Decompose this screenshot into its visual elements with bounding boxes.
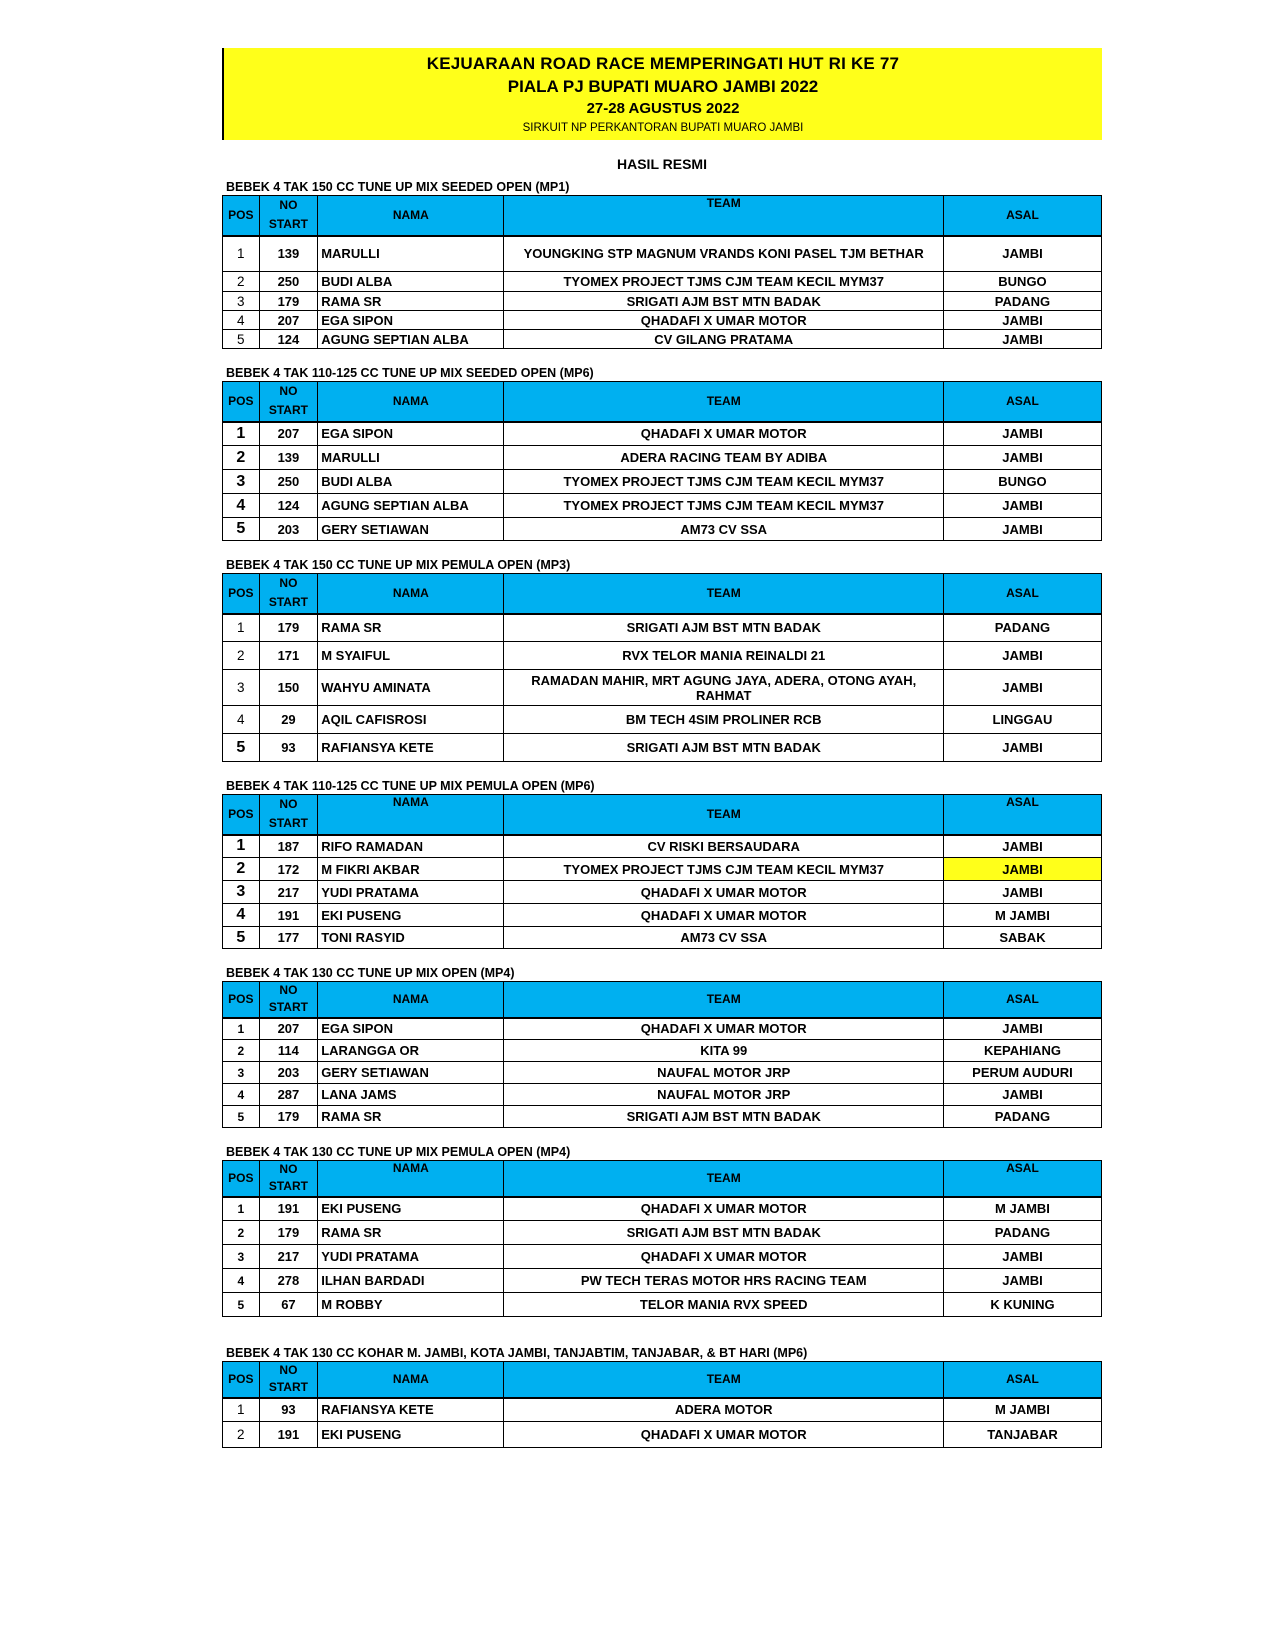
cell-rider-name: EKI PUSENG — [318, 904, 504, 927]
cell-pos: 2 — [223, 272, 260, 292]
cell-pos: 2 — [223, 446, 260, 470]
cell-rider-name: MARULLI — [318, 236, 504, 272]
table-row — [223, 518, 1102, 541]
cell-pos: 4 — [223, 706, 260, 734]
cell-origin: M JAMBI — [943, 1197, 1101, 1221]
cell-pos: 5 — [223, 927, 260, 949]
table-row — [223, 1293, 1102, 1317]
col-header-start: START — [268, 1000, 308, 1015]
col-header-pos: POS — [223, 574, 260, 614]
cell-team: CV RISKI BERSAUDARA — [504, 835, 944, 858]
cell-origin: PADANG — [943, 1106, 1101, 1128]
col-header-pos: POS — [223, 1362, 260, 1398]
cell-team: RAMADAN MAHIR, MRT AGUNG JAYA, ADERA, OTONG AYAH, RAHMAT — [504, 670, 944, 706]
results-table — [222, 1361, 1102, 1448]
col-header-start: START — [268, 217, 308, 232]
table-row — [223, 927, 1102, 949]
table-header-row — [223, 795, 1102, 835]
cell-start-number: 191 — [259, 1197, 318, 1221]
results-table — [222, 195, 1102, 349]
cell-team: QHADAFI X UMAR MOTOR — [504, 904, 944, 927]
table-row — [223, 670, 1102, 706]
col-header-team: TEAM — [504, 574, 944, 614]
cell-rider-name: RAMA SR — [318, 292, 504, 311]
table-row — [223, 1197, 1102, 1221]
col-header-team: TEAM — [504, 196, 944, 236]
cell-rider-name: M FIKRI AKBAR — [318, 858, 504, 881]
table-row — [223, 330, 1102, 349]
cell-pos: 5 — [223, 1293, 260, 1317]
cell-rider-name: LARANGGA OR — [318, 1040, 504, 1062]
cell-pos: 3 — [223, 292, 260, 311]
cell-origin: M JAMBI — [943, 1398, 1101, 1422]
cell-team: TYOMEX PROJECT TJMS CJM TEAM KECIL MYM37 — [504, 858, 944, 881]
table-row — [223, 706, 1102, 734]
table-header-row — [223, 382, 1102, 422]
cell-origin: JAMBI — [943, 734, 1101, 762]
col-header-no-start — [259, 1161, 318, 1197]
event-date: 27-28 AGUSTUS 2022 — [586, 100, 740, 117]
col-header-no: NO — [279, 983, 298, 998]
cell-rider-name: YUDI PRATAMA — [318, 881, 504, 904]
cell-start-number: 179 — [259, 1106, 318, 1128]
table-row — [223, 1062, 1102, 1084]
cell-team: YOUNGKING STP MAGNUM VRANDS KONI PASEL TJM BETHAR — [504, 236, 944, 272]
table-row — [223, 1018, 1102, 1040]
section-title: BEBEK 4 TAK 110-125 CC TUNE UP MIX PEMULA OPEN (MP6) — [226, 779, 595, 793]
cell-origin: TANJABAR — [943, 1422, 1101, 1448]
event-subtitle: PIALA PJ BUPATI MUARO JAMBI 2022 — [507, 77, 819, 96]
result-section — [222, 965, 1102, 1128]
col-header-pos: POS — [223, 382, 260, 422]
cell-rider-name: TONI RASYID — [318, 927, 504, 949]
col-header-nama: NAMA — [318, 795, 504, 835]
cell-team: CV GILANG PRATAMA — [504, 330, 944, 349]
table-row — [223, 1221, 1102, 1245]
col-header-nama: NAMA — [318, 196, 504, 236]
cell-origin: JAMBI — [943, 835, 1101, 858]
table-header-row — [223, 1161, 1102, 1197]
col-header-no-start — [259, 982, 318, 1018]
cell-rider-name: AGUNG SEPTIAN ALBA — [318, 330, 504, 349]
cell-team: AM73 CV SSA — [504, 518, 944, 541]
section-title: BEBEK 4 TAK 130 CC TUNE UP MIX PEMULA OPEN (MP4) — [226, 1145, 571, 1159]
table-row — [223, 236, 1102, 272]
cell-pos: 4 — [223, 1084, 260, 1106]
col-header-no-start — [259, 1362, 318, 1398]
event-title: KEJUARAAN ROAD RACE MEMPERINGATI HUT RI KE 77 — [426, 54, 900, 73]
cell-pos: 1 — [223, 422, 260, 446]
result-section — [222, 557, 1102, 762]
cell-origin: SABAK — [943, 927, 1101, 949]
cell-start-number: 93 — [259, 734, 318, 762]
cell-pos: 4 — [223, 1269, 260, 1293]
cell-pos: 2 — [223, 1221, 260, 1245]
col-header-nama: NAMA — [318, 574, 504, 614]
cell-start-number: 191 — [259, 1422, 318, 1448]
col-header-nama: NAMA — [318, 382, 504, 422]
cell-team: QHADAFI X UMAR MOTOR — [504, 881, 944, 904]
cell-pos: 1 — [223, 1197, 260, 1221]
cell-team: QHADAFI X UMAR MOTOR — [504, 1422, 944, 1448]
cell-origin: BUNGO — [943, 272, 1101, 292]
col-header-start: START — [268, 403, 308, 418]
cell-start-number: 179 — [259, 292, 318, 311]
col-header-team: TEAM — [504, 1362, 944, 1398]
col-header-asal: ASAL — [943, 982, 1101, 1018]
cell-start-number: 124 — [259, 330, 318, 349]
results-sections — [222, 179, 1102, 1448]
cell-origin: PADANG — [943, 1221, 1101, 1245]
result-section — [222, 778, 1102, 949]
cell-origin: JAMBI — [943, 1269, 1101, 1293]
col-header-no-start — [259, 382, 318, 422]
cell-origin: JAMBI — [943, 1084, 1101, 1106]
col-header-asal: ASAL — [943, 795, 1101, 835]
results-table — [222, 573, 1102, 762]
col-header-no: NO — [279, 384, 298, 399]
cell-origin: JAMBI — [943, 422, 1101, 446]
cell-pos: 4 — [223, 311, 260, 330]
table-row — [223, 734, 1102, 762]
cell-start-number: 29 — [259, 706, 318, 734]
col-header-start: START — [268, 1179, 308, 1194]
cell-rider-name: GERY SETIAWAN — [318, 1062, 504, 1084]
cell-team: SRIGATI AJM BST MTN BADAK — [504, 734, 944, 762]
cell-start-number: 287 — [259, 1084, 318, 1106]
cell-team: TELOR MANIA RVX SPEED — [504, 1293, 944, 1317]
cell-rider-name: LANA JAMS — [318, 1084, 504, 1106]
cell-origin: PADANG — [943, 292, 1101, 311]
col-header-asal: ASAL — [943, 382, 1101, 422]
cell-origin: BUNGO — [943, 470, 1101, 494]
table-header-row — [223, 982, 1102, 1018]
cell-rider-name: GERY SETIAWAN — [318, 518, 504, 541]
table-row — [223, 1422, 1102, 1448]
cell-rider-name: EKI PUSENG — [318, 1197, 504, 1221]
col-header-nama: NAMA — [318, 1362, 504, 1398]
col-header-pos: POS — [223, 795, 260, 835]
section-title: BEBEK 4 TAK 110-125 CC TUNE UP MIX SEEDED OPEN (MP6) — [226, 366, 594, 380]
table-row — [223, 272, 1102, 292]
cell-pos: 1 — [223, 1018, 260, 1040]
cell-rider-name: YUDI PRATAMA — [318, 1245, 504, 1269]
cell-team: ADERA RACING TEAM BY ADIBA — [504, 446, 944, 470]
table-row — [223, 292, 1102, 311]
cell-start-number: 172 — [259, 858, 318, 881]
cell-origin: PERUM AUDURI — [943, 1062, 1101, 1084]
cell-start-number: 203 — [259, 518, 318, 541]
table-row — [223, 1040, 1102, 1062]
cell-pos: 5 — [223, 734, 260, 762]
cell-pos: 2 — [223, 642, 260, 670]
col-header-team: TEAM — [504, 982, 944, 1018]
cell-rider-name: RAMA SR — [318, 614, 504, 642]
cell-pos: 3 — [223, 1245, 260, 1269]
cell-pos: 3 — [223, 1062, 260, 1084]
cell-pos: 3 — [223, 470, 260, 494]
col-header-pos: POS — [223, 196, 260, 236]
cell-rider-name: AQIL CAFISROSI — [318, 706, 504, 734]
cell-pos: 4 — [223, 494, 260, 518]
cell-origin: JAMBI — [943, 642, 1101, 670]
col-header-no-start — [259, 196, 318, 236]
cell-pos: 1 — [223, 236, 260, 272]
col-header-team: TEAM — [504, 382, 944, 422]
col-header-team: TEAM — [504, 795, 944, 835]
cell-start-number: 150 — [259, 670, 318, 706]
cell-start-number: 250 — [259, 470, 318, 494]
cell-team: QHADAFI X UMAR MOTOR — [504, 1018, 944, 1040]
cell-team: QHADAFI X UMAR MOTOR — [504, 311, 944, 330]
col-header-no: NO — [279, 1162, 298, 1177]
cell-rider-name: ILHAN BARDADI — [318, 1269, 504, 1293]
cell-origin: JAMBI — [943, 494, 1101, 518]
cell-rider-name: BUDI ALBA — [318, 272, 504, 292]
cell-start-number: 217 — [259, 881, 318, 904]
result-section — [222, 179, 1102, 349]
results-table — [222, 794, 1102, 949]
cell-start-number: 67 — [259, 1293, 318, 1317]
cell-team: TYOMEX PROJECT TJMS CJM TEAM KECIL MYM37 — [504, 494, 944, 518]
cell-origin: M JAMBI — [943, 904, 1101, 927]
cell-start-number: 139 — [259, 236, 318, 272]
col-header-asal: ASAL — [943, 1161, 1101, 1197]
col-header-pos: POS — [223, 1161, 260, 1197]
cell-rider-name: RAFIANSYA KETE — [318, 1398, 504, 1422]
table-header-row — [223, 196, 1102, 236]
cell-team: QHADAFI X UMAR MOTOR — [504, 422, 944, 446]
event-banner — [222, 48, 1102, 140]
cell-origin: JAMBI — [943, 858, 1101, 881]
col-header-nama: NAMA — [318, 982, 504, 1018]
cell-rider-name: EGA SIPON — [318, 311, 504, 330]
col-header-no-start — [259, 795, 318, 835]
cell-start-number: 203 — [259, 1062, 318, 1084]
col-header-team: TEAM — [504, 1161, 944, 1197]
cell-start-number: 207 — [259, 311, 318, 330]
cell-pos: 2 — [223, 1040, 260, 1062]
cell-team: NAUFAL MOTOR JRP — [504, 1084, 944, 1106]
results-table — [222, 981, 1102, 1128]
cell-start-number: 139 — [259, 446, 318, 470]
cell-rider-name: EGA SIPON — [318, 1018, 504, 1040]
cell-rider-name: M ROBBY — [318, 1293, 504, 1317]
section-title: BEBEK 4 TAK 150 CC TUNE UP MIX SEEDED OPEN (MP1) — [226, 180, 570, 194]
cell-rider-name: EGA SIPON — [318, 422, 504, 446]
cell-origin: LINGGAU — [943, 706, 1101, 734]
table-row — [223, 470, 1102, 494]
col-header-pos: POS — [223, 982, 260, 1018]
cell-origin: JAMBI — [943, 446, 1101, 470]
cell-origin: JAMBI — [943, 881, 1101, 904]
col-header-start: START — [268, 816, 308, 831]
cell-origin: JAMBI — [943, 518, 1101, 541]
col-header-no: NO — [279, 797, 298, 812]
section-title: BEBEK 4 TAK 130 CC KOHAR M. JAMBI, KOTA JAMBI, TANJABTIM, TANJABAR, & BT HARI (MP6) — [226, 1346, 808, 1360]
cell-team: BM TECH 4SIM PROLINER RCB — [504, 706, 944, 734]
table-row — [223, 1245, 1102, 1269]
cell-team: NAUFAL MOTOR JRP — [504, 1062, 944, 1084]
cell-pos: 1 — [223, 614, 260, 642]
table-header-row — [223, 574, 1102, 614]
table-row — [223, 881, 1102, 904]
table-row — [223, 1084, 1102, 1106]
table-row — [223, 311, 1102, 330]
cell-origin: JAMBI — [943, 1018, 1101, 1040]
cell-rider-name: BUDI ALBA — [318, 470, 504, 494]
cell-team: PW TECH TERAS MOTOR HRS RACING TEAM — [504, 1269, 944, 1293]
cell-team: KITA 99 — [504, 1040, 944, 1062]
cell-team: TYOMEX PROJECT TJMS CJM TEAM KECIL MYM37 — [504, 272, 944, 292]
cell-pos: 5 — [223, 1106, 260, 1128]
table-row — [223, 422, 1102, 446]
cell-start-number: 179 — [259, 1221, 318, 1245]
cell-start-number: 191 — [259, 904, 318, 927]
cell-team: TYOMEX PROJECT TJMS CJM TEAM KECIL MYM37 — [504, 470, 944, 494]
cell-origin: JAMBI — [943, 330, 1101, 349]
cell-pos: 3 — [223, 881, 260, 904]
cell-rider-name: RAMA SR — [318, 1221, 504, 1245]
cell-team: AM73 CV SSA — [504, 927, 944, 949]
cell-start-number: 179 — [259, 614, 318, 642]
col-header-asal: ASAL — [943, 196, 1101, 236]
cell-team: SRIGATI AJM BST MTN BADAK — [504, 1106, 944, 1128]
cell-pos: 1 — [223, 1398, 260, 1422]
cell-team: SRIGATI AJM BST MTN BADAK — [504, 1221, 944, 1245]
cell-team: RVX TELOR MANIA REINALDI 21 — [504, 642, 944, 670]
cell-start-number: 217 — [259, 1245, 318, 1269]
cell-start-number: 93 — [259, 1398, 318, 1422]
col-header-start: START — [268, 1380, 308, 1395]
table-row — [223, 835, 1102, 858]
cell-rider-name: WAHYU AMINATA — [318, 670, 504, 706]
cell-team: SRIGATI AJM BST MTN BADAK — [504, 614, 944, 642]
cell-start-number: 278 — [259, 1269, 318, 1293]
cell-rider-name: MARULLI — [318, 446, 504, 470]
cell-rider-name: RIFO RAMADAN — [318, 835, 504, 858]
table-row — [223, 1269, 1102, 1293]
result-section — [222, 1345, 1102, 1448]
document-title: HASIL RESMI — [617, 156, 707, 172]
cell-rider-name: AGUNG SEPTIAN ALBA — [318, 494, 504, 518]
cell-origin: PADANG — [943, 614, 1101, 642]
table-row — [223, 1398, 1102, 1422]
cell-rider-name: RAMA SR — [318, 1106, 504, 1128]
cell-origin: JAMBI — [943, 236, 1101, 272]
table-row — [223, 642, 1102, 670]
cell-start-number: 250 — [259, 272, 318, 292]
cell-start-number: 114 — [259, 1040, 318, 1062]
cell-pos: 5 — [223, 518, 260, 541]
table-row — [223, 614, 1102, 642]
cell-team: QHADAFI X UMAR MOTOR — [504, 1245, 944, 1269]
table-row — [223, 858, 1102, 881]
col-header-no: NO — [279, 576, 298, 591]
section-title: BEBEK 4 TAK 130 CC TUNE UP MIX OPEN (MP4) — [226, 966, 515, 980]
event-venue: SIRKUIT NP PERKANTORAN BUPATI MUARO JAMBI — [522, 122, 804, 134]
cell-pos: 2 — [223, 858, 260, 881]
col-header-no-start — [259, 574, 318, 614]
cell-origin: K KUNING — [943, 1293, 1101, 1317]
cell-pos: 1 — [223, 835, 260, 858]
cell-team: SRIGATI AJM BST MTN BADAK — [504, 292, 944, 311]
cell-origin: KEPAHIANG — [943, 1040, 1101, 1062]
cell-rider-name: M SYAIFUL — [318, 642, 504, 670]
table-row — [223, 494, 1102, 518]
cell-team: QHADAFI X UMAR MOTOR — [504, 1197, 944, 1221]
cell-pos: 2 — [223, 1422, 260, 1448]
table-row — [223, 446, 1102, 470]
cell-start-number: 187 — [259, 835, 318, 858]
results-table — [222, 1160, 1102, 1317]
cell-rider-name: RAFIANSYA KETE — [318, 734, 504, 762]
results-table — [222, 381, 1102, 541]
col-header-asal: ASAL — [943, 1362, 1101, 1398]
cell-origin: JAMBI — [943, 311, 1101, 330]
cell-start-number: 171 — [259, 642, 318, 670]
col-header-asal: ASAL — [943, 574, 1101, 614]
table-row — [223, 1106, 1102, 1128]
table-row — [223, 904, 1102, 927]
col-header-no: NO — [279, 198, 298, 213]
results-page — [222, 48, 1102, 1448]
cell-rider-name: EKI PUSENG — [318, 1422, 504, 1448]
cell-team: ADERA MOTOR — [504, 1398, 944, 1422]
table-header-row — [223, 1362, 1102, 1398]
cell-origin: JAMBI — [943, 670, 1101, 706]
cell-origin: JAMBI — [943, 1245, 1101, 1269]
cell-pos: 3 — [223, 670, 260, 706]
section-title: BEBEK 4 TAK 150 CC TUNE UP MIX PEMULA OPEN (MP3) — [226, 558, 571, 572]
cell-start-number: 177 — [259, 927, 318, 949]
col-header-nama: NAMA — [318, 1161, 504, 1197]
col-header-start: START — [268, 595, 308, 610]
cell-pos: 4 — [223, 904, 260, 927]
col-header-no: NO — [279, 1363, 298, 1378]
cell-start-number: 124 — [259, 494, 318, 518]
cell-start-number: 207 — [259, 422, 318, 446]
cell-pos: 5 — [223, 330, 260, 349]
cell-start-number: 207 — [259, 1018, 318, 1040]
result-section — [222, 1144, 1102, 1317]
result-section — [222, 365, 1102, 541]
